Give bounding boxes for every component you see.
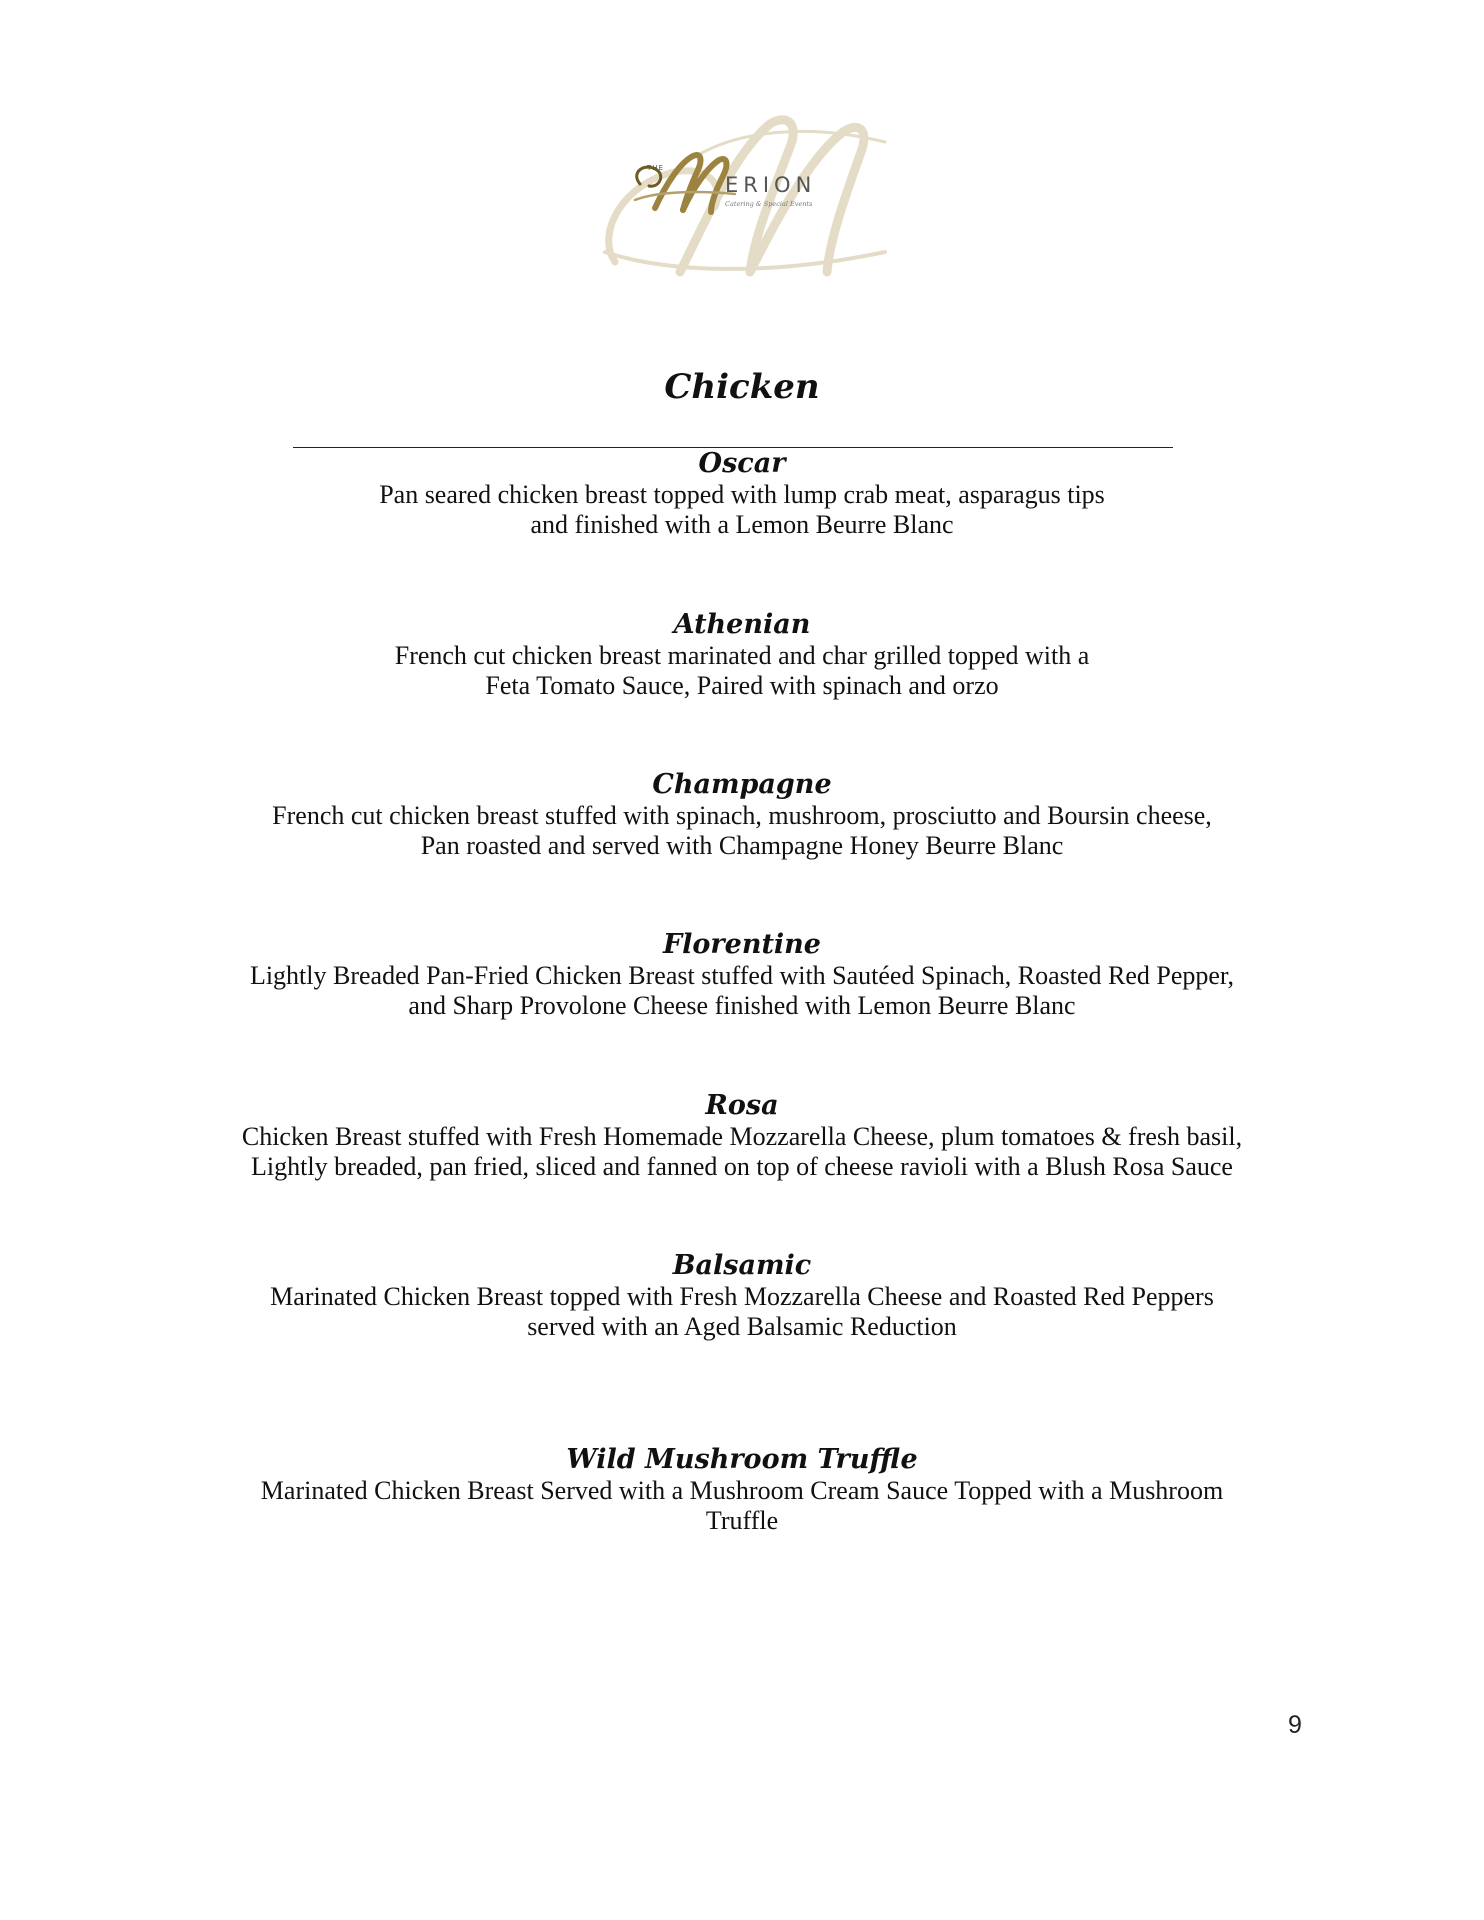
- item-name: Champagne: [652, 769, 832, 800]
- item-description: Pan roasted and served with Champagne Honey Beurre Blanc: [420, 831, 1064, 860]
- item-description: French cut chicken breast marinated and char grilled topped with a: [394, 641, 1090, 670]
- item-description: Chicken Breast stuffed with Fresh Homemade Mozzarella Cheese, plum tomatoes & fresh basil,: [241, 1122, 1243, 1151]
- item-description: Lightly Breaded Pan-Fried Chicken Breast stuffed with Sautéed Spinach, Roasted Red Pepper,: [249, 961, 1235, 990]
- menu-item-wild-mushroom-truffle: [0, 1444, 1484, 1536]
- menu-item-athenian: [0, 609, 1484, 701]
- item-name: Rosa: [705, 1090, 779, 1121]
- item-name: Athenian: [673, 609, 811, 640]
- menu-item-champagne: [0, 769, 1484, 861]
- item-name: Wild Mushroom Truffle: [566, 1444, 918, 1475]
- menu-item-oscar: [0, 448, 1484, 540]
- menu-item-florentine: [0, 929, 1484, 1021]
- item-description: Truffle: [705, 1506, 779, 1535]
- item-name: Florentine: [662, 929, 821, 960]
- item-description: Marinated Chicken Breast topped with Fresh Mozzarella Cheese and Roasted Red Peppers: [270, 1282, 1214, 1311]
- logo-tagline: Catering & Special Events: [725, 200, 813, 208]
- menu-item-balsamic: [0, 1250, 1484, 1342]
- item-description: French cut chicken breast stuffed with spinach, mushroom, prosciutto and Boursin cheese,: [272, 801, 1212, 830]
- item-description: and finished with a Lemon Beurre Blanc: [530, 510, 954, 539]
- item-description: Lightly breaded, pan fried, sliced and fanned on top of cheese ravioli with a Blush Rosa Sauce: [251, 1152, 1233, 1181]
- merion-logo: [585, 112, 905, 284]
- logo-prefix: THE: [647, 164, 664, 172]
- item-description: Feta Tomato Sauce, Paired with spinach and orzo: [485, 671, 999, 700]
- item-description: and Sharp Provolone Cheese finished with Lemon Beurre Blanc: [408, 991, 1076, 1020]
- item-name: Oscar: [698, 448, 786, 479]
- item-name: Balsamic: [672, 1250, 812, 1281]
- item-description: Marinated Chicken Breast Served with a Mushroom Cream Sauce Topped with a Mushroom: [260, 1476, 1224, 1505]
- logo-wordmark: ERION: [725, 173, 817, 197]
- section-title: Chicken: [664, 367, 820, 407]
- menu-item-rosa: [0, 1090, 1484, 1182]
- page-number: 9: [1288, 1711, 1302, 1739]
- item-description: served with an Aged Balsamic Reduction: [527, 1312, 957, 1341]
- item-description: Pan seared chicken breast topped with lump crab meat, asparagus tips: [379, 480, 1105, 509]
